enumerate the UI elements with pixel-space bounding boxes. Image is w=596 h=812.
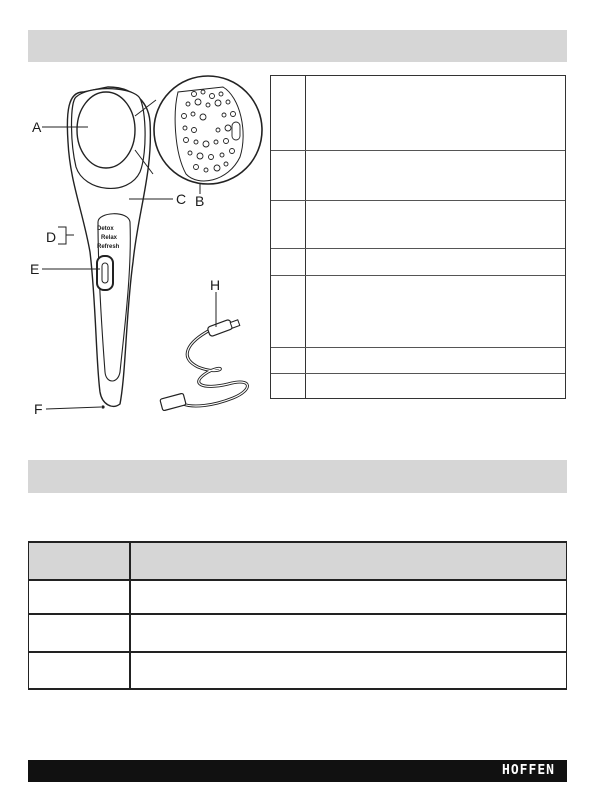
label-b: B <box>195 193 205 209</box>
brand-logo: HOFFEN <box>502 763 555 778</box>
head-plate-a <box>77 92 135 168</box>
modes-table <box>28 541 567 690</box>
table-row <box>271 275 565 348</box>
device-illustration <box>28 72 266 432</box>
table-row <box>29 579 566 615</box>
parts-table <box>270 75 566 399</box>
label-d: D <box>46 229 57 245</box>
table-row <box>29 653 566 690</box>
charging-port <box>101 405 104 408</box>
footer-bar <box>28 760 567 782</box>
label-h: H <box>210 277 221 293</box>
table-row <box>29 615 566 653</box>
table-row <box>271 347 565 374</box>
label-f: F <box>34 401 43 417</box>
section-header-bar-bottom <box>28 460 567 493</box>
label-c: C <box>176 191 187 207</box>
usb-cable <box>183 330 247 406</box>
table-header-row <box>29 541 566 581</box>
micro-usb-plug <box>207 319 233 337</box>
mode-label-relax: Relax <box>101 235 118 241</box>
usb-a-plug <box>160 393 186 411</box>
table-row <box>271 373 565 398</box>
label-a: A <box>32 119 42 135</box>
table-row <box>271 248 565 276</box>
table-row <box>271 200 565 249</box>
label-e: E <box>30 261 40 277</box>
table-row <box>271 150 565 201</box>
section-header-bar-top <box>28 30 567 62</box>
modes-table-divider <box>129 541 131 690</box>
mode-label-detox: Detox <box>97 226 114 232</box>
mode-label-refresh: Refresh <box>97 244 120 250</box>
table-row <box>271 76 565 151</box>
